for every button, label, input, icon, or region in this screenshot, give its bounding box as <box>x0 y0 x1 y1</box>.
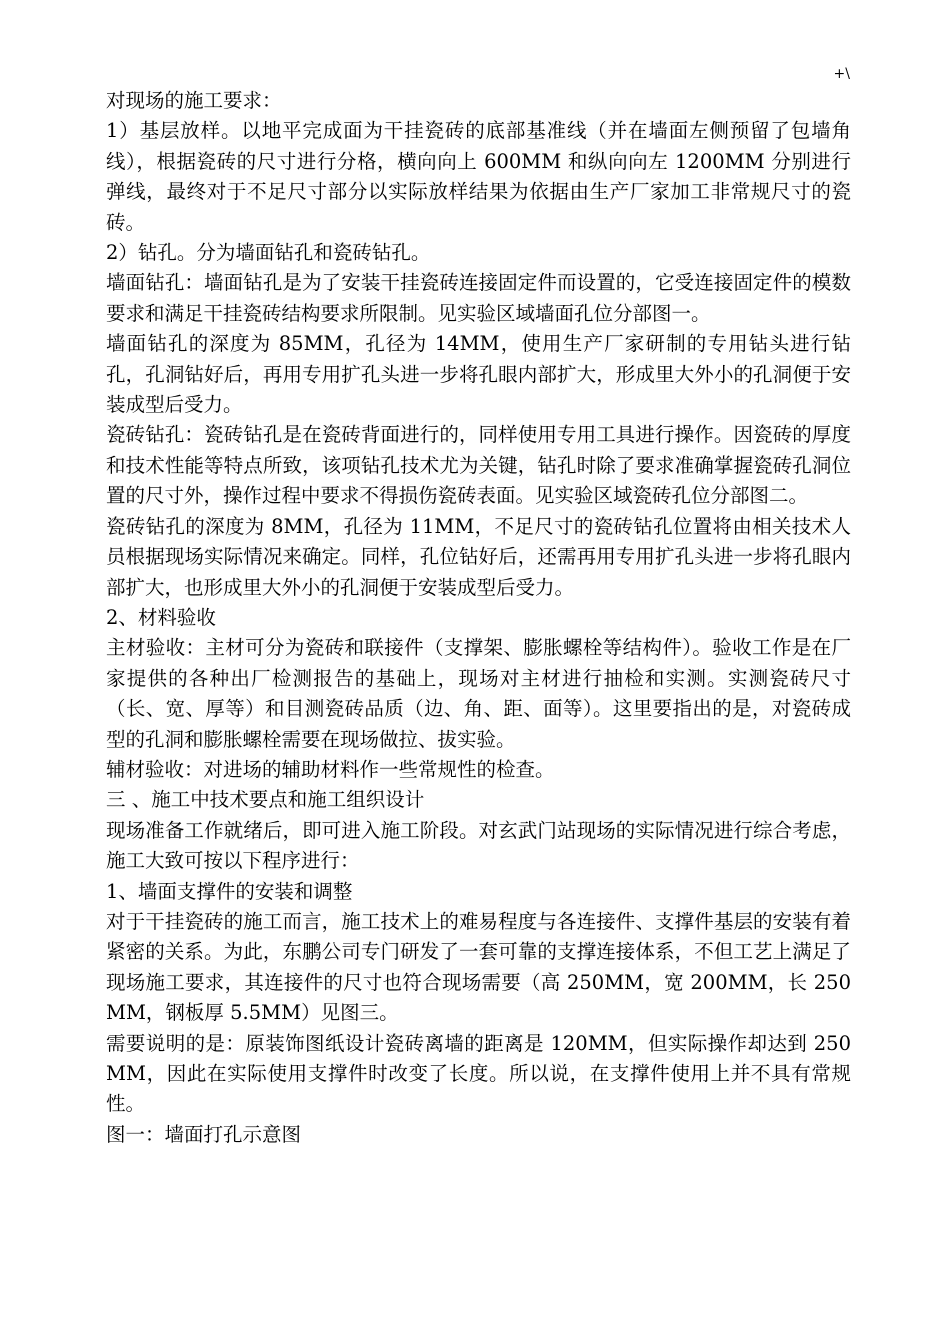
paragraph-support-note: 需要说明的是：原装饰图纸设计瓷砖离墙的距离是 120MM，但实际操作却达到 250MM，因此在实际使用支撑件时改变了长度。所以说，在支撑件使用上并不具有常规性。 <box>106 1031 851 1116</box>
paragraph-support-system: 对于干挂瓷砖的施工而言，施工技术上的难易程度与各连接件、支撑件基层的安装有着紧密的关系。为此，东鹏公司专门研发了一套可靠的支撑连接体系，不但工艺上满足了现场施工要求，其连接件的尺寸也符合现场需要（高 250MM，宽 200MM，长 250MM，钢板厚 5.5MM）见图三。 <box>106 909 851 1025</box>
paragraph-support-installation-heading: 1、墙面支撑件的安装和调整 <box>106 879 353 903</box>
paragraph-main-material-inspection: 主材验收：主材可分为瓷砖和联接件（支撑架、膨胀螺栓等结构件）。验收工作是在厂家提供的各种出厂检测报告的基础上，现场对主材进行抽检和实测。实测瓷砖尺寸（长、宽、厚等）和目测瓷砖品质（边、角、距、面等）。这里要指出的是，对瓷砖成型的孔洞和膨胀螺栓需要在现场做拉、拔实验。 <box>106 636 851 751</box>
paragraph-construction-stage: 现场准备工作就绪后，即可进入施工阶段。对玄武门站现场的实际情况进行综合考虑，施工大致可按以下程序进行： <box>106 818 851 873</box>
paragraph-wall-drilling-depth: 墙面钻孔的深度为 85MM，孔径为 14MM，使用生产厂家研制的专用钻头进行钻孔，孔洞钻好后，再用专用扩孔头进一步将孔眼内部扩大，形成里大外小的孔洞便于安装成型后受力。 <box>106 332 851 417</box>
document-body <box>106 86 851 1150</box>
figure-caption-wall-drilling: 图一：墙面打孔示意图 <box>106 1122 302 1146</box>
header-mark: +\ <box>833 66 850 82</box>
paragraph-material-inspection-heading: 2、材料验收 <box>106 605 216 629</box>
paragraph-section-three-heading: 三 、施工中技术要点和施工组织设计 <box>106 788 425 812</box>
paragraph-drilling-heading: 2）钻孔。分为墙面钻孔和瓷砖钻孔。 <box>106 241 431 265</box>
paragraph-auxiliary-material-inspection: 辅材验收：对进场的辅助材料作一些常规性的检查。 <box>106 757 555 781</box>
paragraph-wall-drilling: 墙面钻孔：墙面钻孔是为了安装干挂瓷砖连接固定件而设置的，它受连接固定件的模数要求和满足干挂瓷砖结构要求所限制。见实验区域墙面孔位分部图一。 <box>106 271 851 325</box>
paragraph-tile-drilling: 瓷砖钻孔：瓷砖钻孔是在瓷砖背面进行的，同样使用专用工具进行操作。因瓷砖的厚度和技术性能等特点所致，该项钻孔技术尤为关键，钻孔时除了要求准确掌握瓷砖孔洞位置的尺寸外，操作过程中要求不得损伤瓷砖表面。见实验区域瓷砖孔位分部图二。 <box>106 423 851 508</box>
paragraph-tile-drilling-depth: 瓷砖钻孔的深度为 8MM，孔径为 11MM，不足尺寸的瓷砖钻孔位置将由相关技术人员根据现场实际情况来确定。同样，孔位钻好后，还需再用专用扩孔头进一步将孔眼内部扩大，也形成里大外小的孔洞便于安装成型后受力。 <box>106 514 851 599</box>
paragraph-site-requirements-heading: 对现场的施工要求： <box>106 89 282 112</box>
paragraph-base-layout: 1）基层放样。以地平完成面为干挂瓷砖的底部基准线（并在墙面左侧预留了包墙角线），根据瓷砖的尺寸进行分格，横向向上 600MM 和纵向向左 1200MM 分别进行弹线，最终对于不足尺寸部分以实际放样结果为依据由生产厂家加工非常规尺寸的瓷砖。 <box>106 119 851 234</box>
